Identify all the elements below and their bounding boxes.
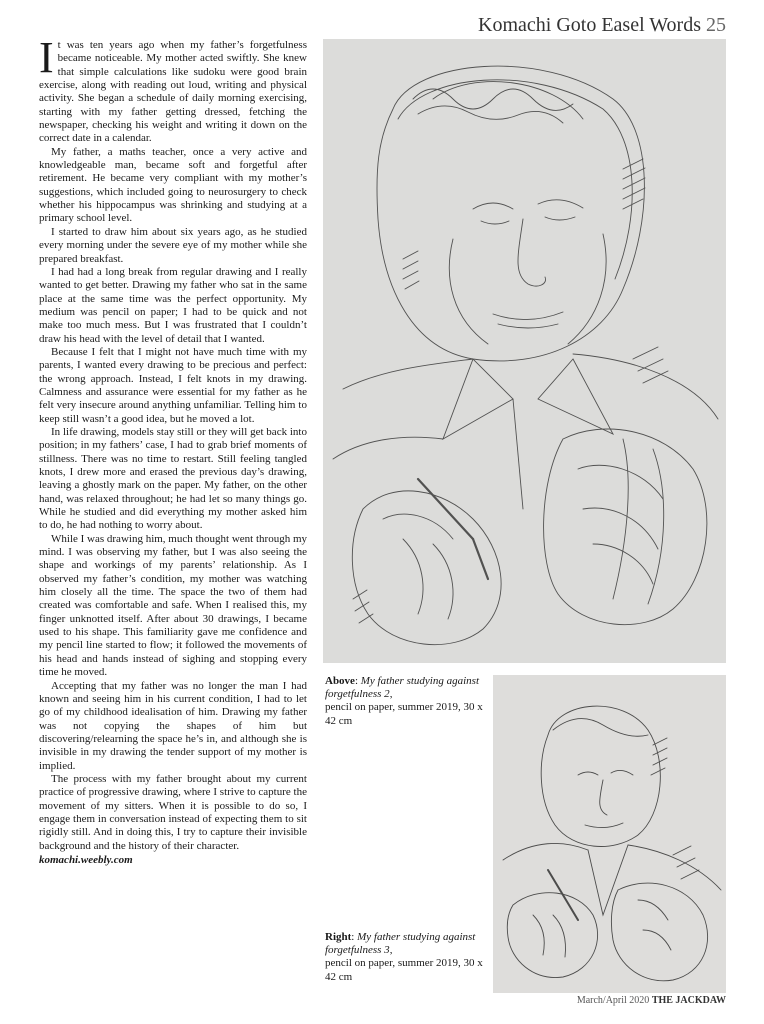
article-body (39, 33, 308, 994)
header-author: Komachi Goto (478, 14, 597, 36)
caption-details: pencil on paper, summer 2019, 30 x 42 cm (325, 957, 483, 983)
caption-label: Right (325, 931, 352, 943)
article-paragraph: Accepting that my father was no longer the man I had known and seeing him in his current condition, I had to let go of my childhood idealisation of him. Drawing my father was not copying the shapes of him but discovering/relearning the space he’s in, and although she is invisible in my drawing the tender support of my mother is implied. (39, 679, 307, 772)
caption-title: My father studying against forgetfulness 3 (325, 931, 476, 957)
drop-cap: I (39, 33, 54, 82)
page-number: 25 (706, 14, 726, 36)
caption-title: My father studying against forgetfulness 2 (325, 675, 480, 701)
caption-label: Above (325, 675, 355, 687)
caption-details: pencil on paper, summer 2019, 30 x 42 cm (325, 701, 483, 727)
page-footer (577, 995, 726, 1006)
caption-right: Right: My father studying against forgetfulness 3, pencil on paper, summer 2019, 30 x 42 cm (325, 931, 483, 983)
article-paragraph: It was ten years ago when my father’s forgetfulness became noticeable. My mother acted swiftly. She knew that simple calculations like sudoku were good brain exercise, along with reading out loud, writing and physical activity. She began a schedule of daily morning exercising, starting with my father getting dressed, fetching the newspaper, checking his weight and writing it down on the correct date in a calendar. (39, 33, 307, 145)
drawing-father-studying-3 (493, 675, 726, 993)
article-paragraph: The process with my father brought about my current practice of progressive drawing, where I strive to capture the movement of my sitters. When it is possible to do so, I engage them in conversation instead of expecting them to sit rigidly still. And in doing this, I try to capture their invisible background and the history of their character. (39, 772, 307, 852)
caption-above: Above: My father studying against forgetfulness 2, pencil on paper, summer 2019, 30 x 42 cm (325, 675, 483, 727)
issue-date: March/April 2020 (576, 995, 650, 1006)
article-paragraph: While I was drawing him, much thought went through my mind. I was observing my father, but I was also seeing the shape and workings of my parents’ relationship. As I observed my father’s condition, my mother was watching him closely all the time. The space the two of them had created was comfortable and safe. When I realised this, my finger unknotted itself. After about 30 drawings, I became used to his shape. This familiarity gave me confidence and my pencil line started to flow; it followed the movements of his head and hands instead of sighing and stopping every time he moved. (39, 532, 308, 679)
article-paragraph: In life drawing, models stay still or they will get back into position; in my fathers’ case, I had to grab brief moments of stillness. There was no time to restart. Still feeling tangled knots, I drew more and erased the previous day’s drawing, leaving a ghostly mark on the paper. My father, on the other hand, was relaxed throughout; he had let so many things go. While he studied and did everything my mother asked him to do, he had nothing to worry about. (39, 425, 307, 532)
magazine-name: THE JACKDAW (651, 995, 726, 1006)
article-paragraph: Because I felt that I might not have much time with my parents, I wanted every drawing to be precious and perfect: the wrong approach. Instead, I felt knots in my drawing. Calmness and assurance were essential for my father as he felt very insecure around anything unfamiliar. Telling him to keep still wasn’t a good idea, but he moved a lot. (39, 345, 307, 425)
pencil-sketch-image (493, 675, 726, 993)
page-header (478, 14, 726, 37)
pencil-sketch-image (323, 39, 726, 663)
header-section: Easel Words (601, 14, 701, 36)
drawing-father-studying-2 (323, 39, 726, 663)
article-paragraph: I had had a long break from regular drawing and I really wanted to get better. Drawing my father who sat in the same place at the same time was the perfect opportunity. My medium was pencil on paper; I had to be quick and not make too much mess. But I was frustrated that I couldn’t draw his head with the level of detail that I wanted. (39, 265, 307, 345)
article-paragraph: My father, a maths teacher, once a very active and knowledgeable man, became soft and forgetful after retirement. He became very compliant with my mother’s suggestions, which included going to neurosurgery to check whether his hippocampus was shrinking and studying at a primary school level. (39, 145, 307, 225)
author-website: komachi.weebly.com (39, 853, 133, 866)
article-paragraph: I started to draw him about six years ago, as he studied every morning under the severe eye of my mother while she prepared breakfast. (39, 225, 307, 265)
